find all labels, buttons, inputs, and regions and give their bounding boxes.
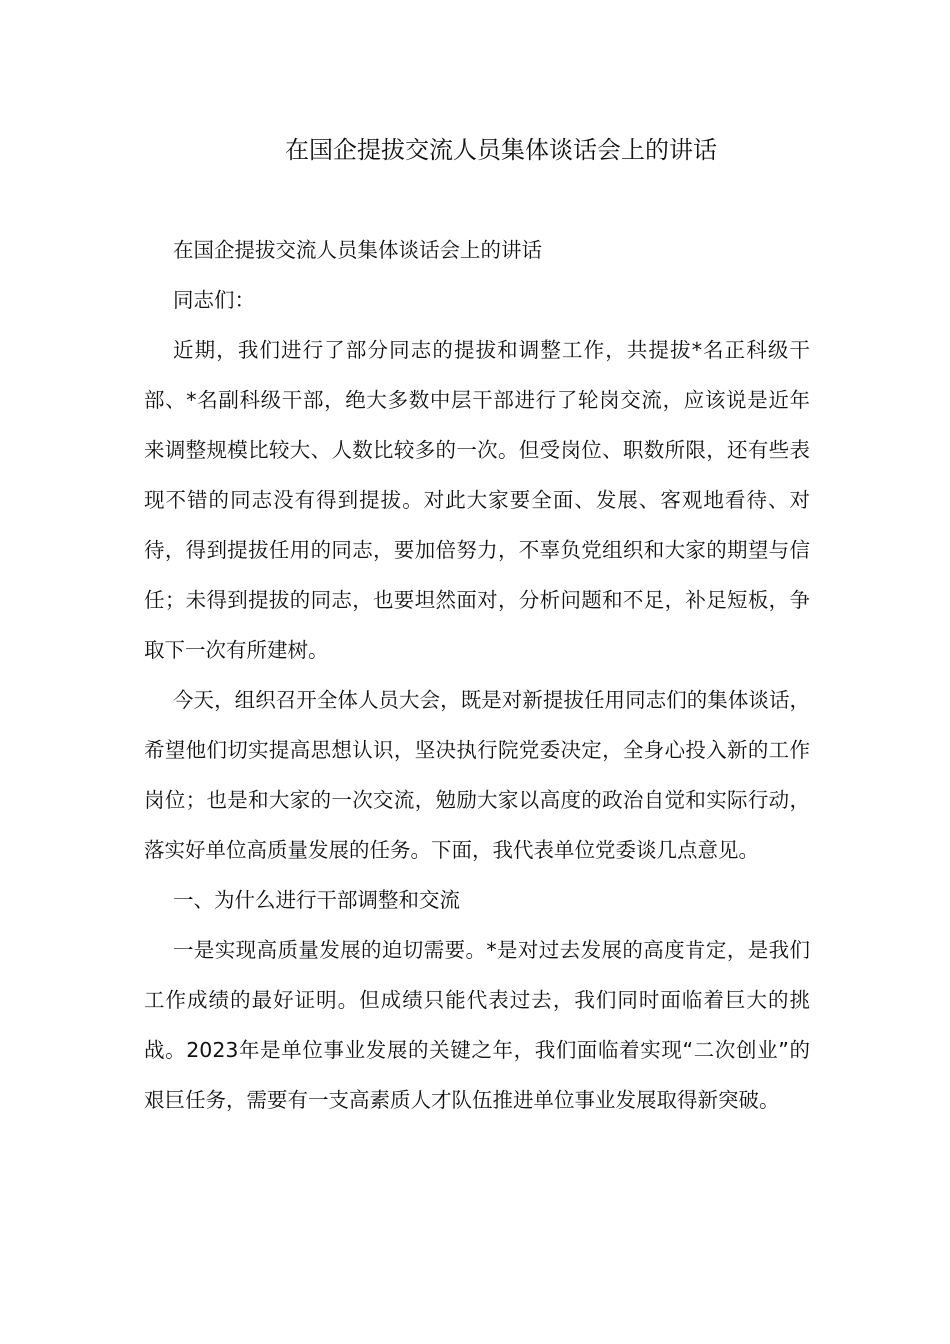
document-body <box>144 225 810 1125</box>
section-heading: 一、为什么进行干部调整和交流 <box>173 888 460 912</box>
paragraph-salutation: 同志们： <box>173 288 255 312</box>
paragraph: 近期，我们进行了部分同志的提拔和调整工作，共提拔*名正科级干部、*名副科级干部，绝大多数中层干部进行了轮岗交流，应该说是近年来调整规模比较大、人数比较多的一次。但受岗位、职数所限，还有些表现不错的同志没有得到提拔。对此大家要全面、发展、客观地看待、对待，得到提拔任用的同志，要加倍努力，不辜负党组织和大家的期望与信任；未得到提拔的同志，也要坦然面对，分析问题和不足，补足短板，争取下一次有所建树。 <box>144 338 810 662</box>
paragraph: 一是实现高质量发展的迫切需要。*是对过去发展的高度肯定，是我们工作成绩的最好证明。但成绩只能代表过去，我们同时面临着巨大的挑战。2023年是单位事业发展的关键之年，我们面临着实现“二次创业”的艰巨任务，需要有一支高素质人才队伍推进单位事业发展取得新突破。 <box>144 938 810 1112</box>
document-title: 在国企提拔交流人员集体谈话会上的讲话 <box>285 136 717 164</box>
paragraph-subtitle: 在国企提拔交流人员集体谈话会上的讲话 <box>173 238 542 262</box>
paragraph: 今天，组织召开全体人员大会，既是对新提拔任用同志们的集体谈话，希望他们切实提高思想认识，坚决执行院党委决定，全身心投入新的工作岗位；也是和大家的一次交流，勉励大家以高度的政治自觉和实际行动，落实好单位高质量发展的任务。下面，我代表单位党委谈几点意见。 <box>144 688 810 862</box>
